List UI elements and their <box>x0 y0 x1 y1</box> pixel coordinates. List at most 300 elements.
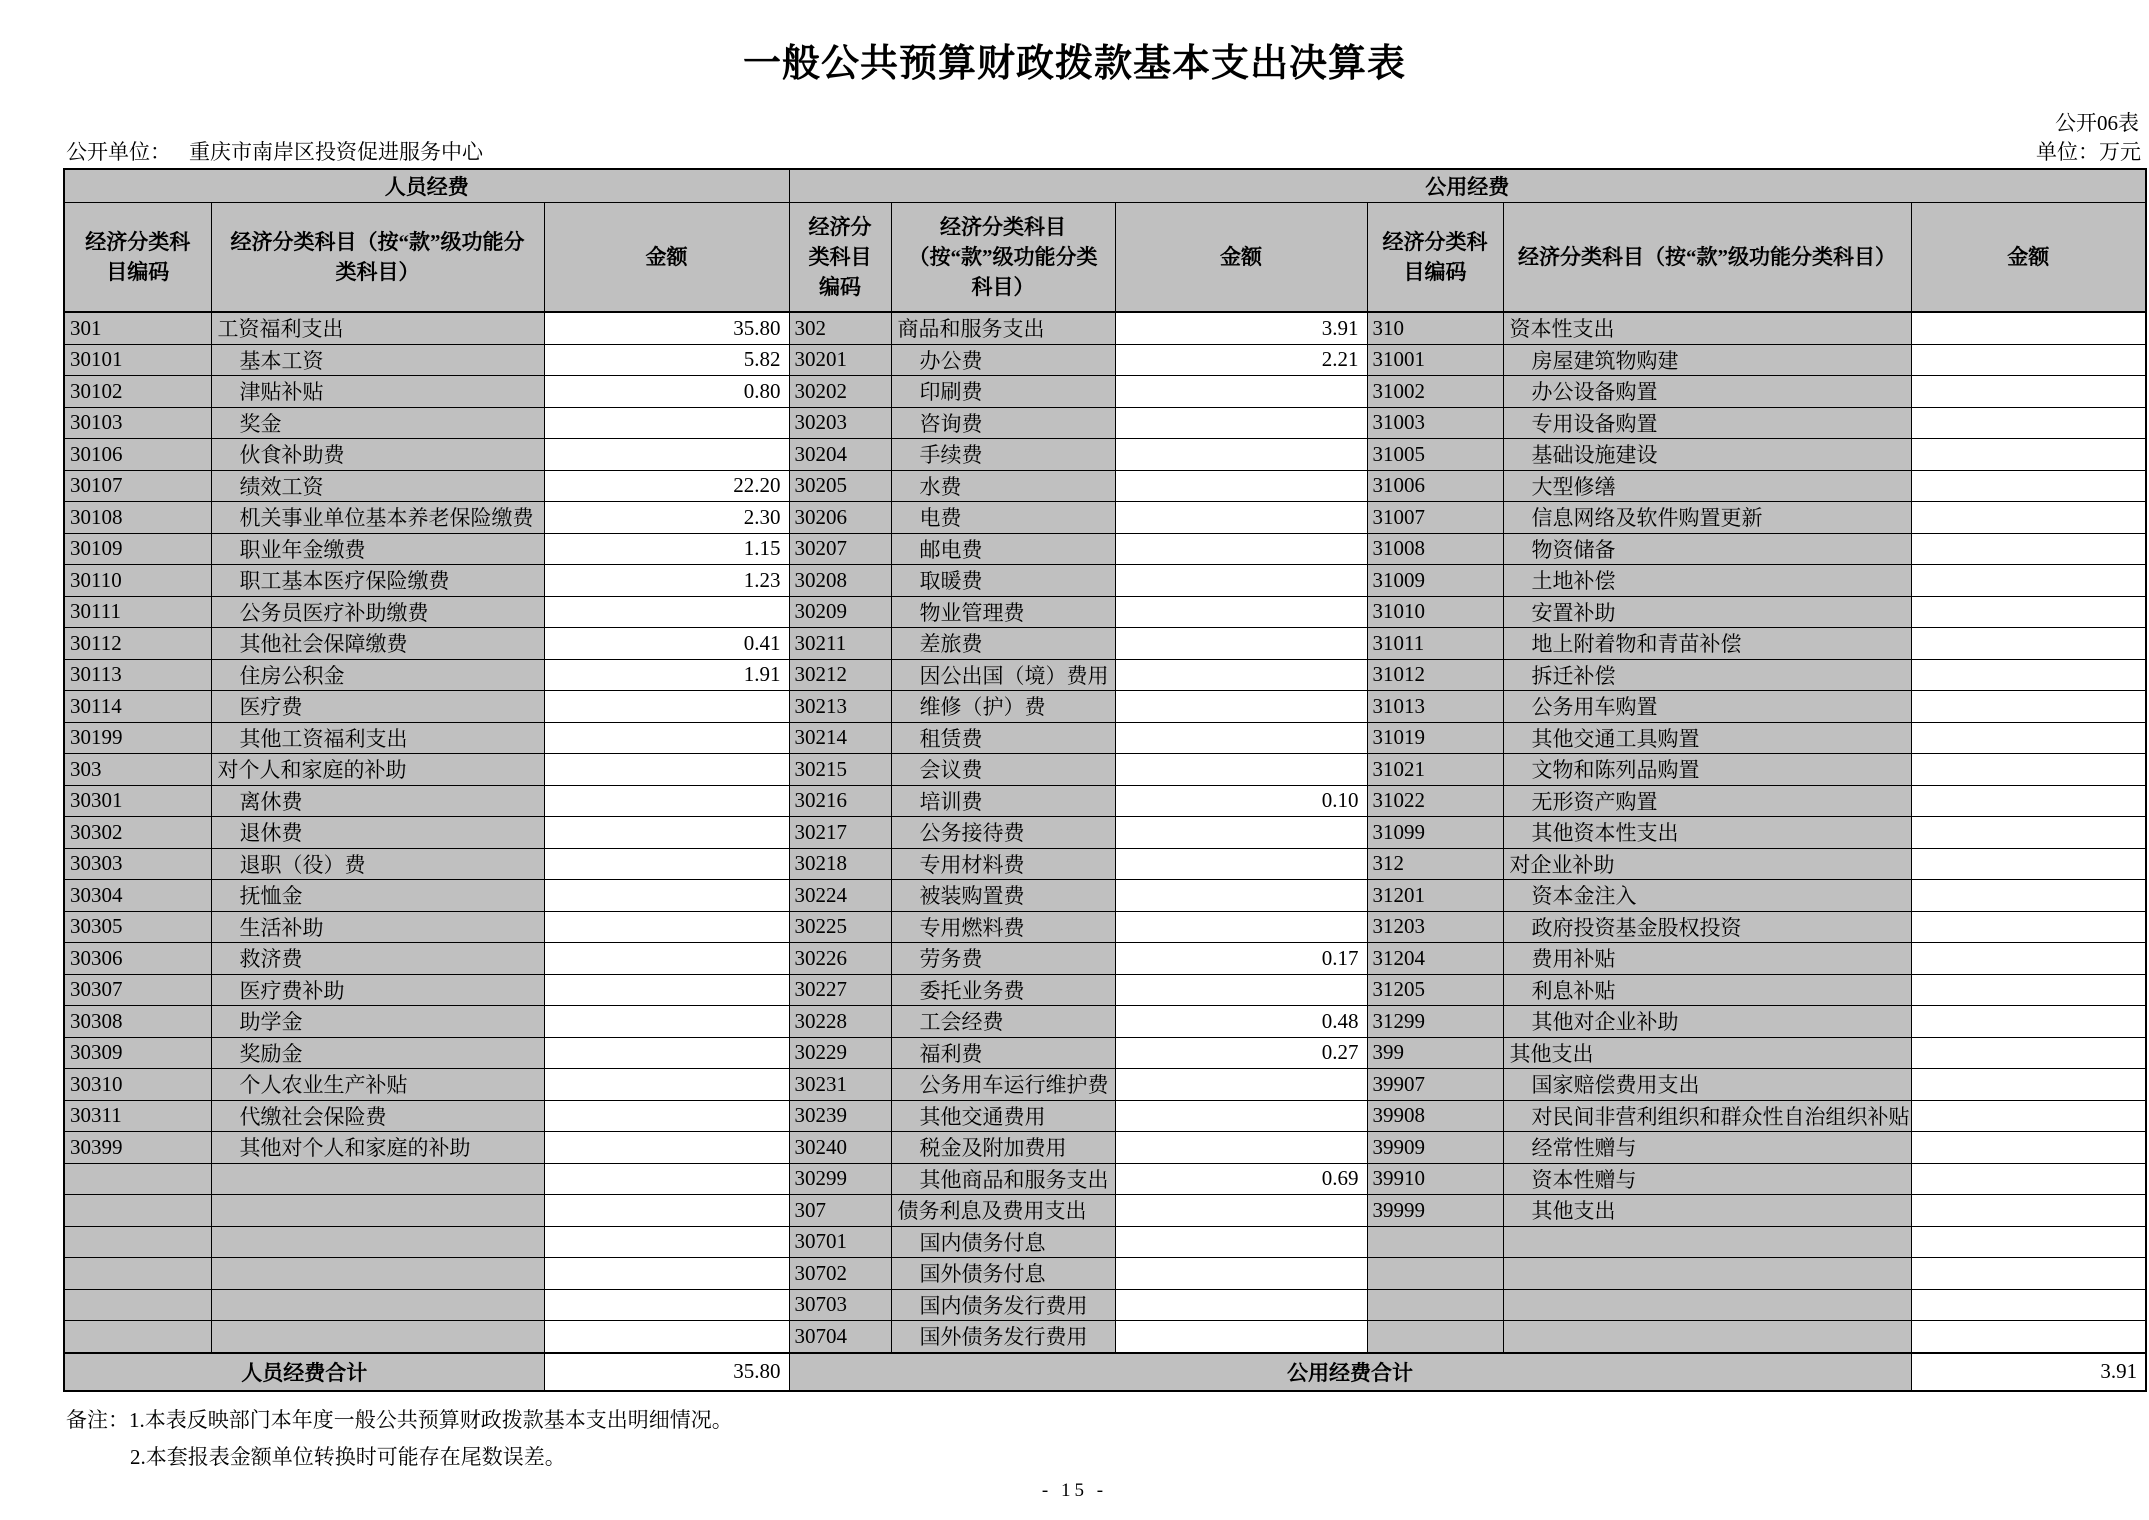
code-cell: 30199 <box>64 722 211 754</box>
amount-cell <box>1115 754 1367 786</box>
subject-cell: 取暖费 <box>891 565 1115 597</box>
subject-cell: 国外债务发行费用 <box>891 1321 1115 1353</box>
subject-cell: 费用补贴 <box>1503 943 1911 975</box>
subject-cell: 其他工资福利支出 <box>211 722 544 754</box>
code-cell: 39910 <box>1367 1163 1503 1195</box>
amount-cell: 0.10 <box>1115 785 1367 817</box>
code-cell: 30209 <box>789 596 891 628</box>
code-cell: 30112 <box>64 628 211 660</box>
amount-cell <box>1911 974 2146 1006</box>
subject-cell: 离休费 <box>211 785 544 817</box>
amount-cell <box>1911 344 2146 376</box>
code-cell: 30213 <box>789 691 891 723</box>
amount-cell <box>1115 1226 1367 1258</box>
org-unit-label: 公开单位： <box>66 140 171 164</box>
code-cell: 30110 <box>64 565 211 597</box>
amount-cell <box>1911 502 2146 534</box>
amount-cell <box>1115 1069 1367 1101</box>
code-cell <box>64 1226 211 1258</box>
amount-cell <box>1911 565 2146 597</box>
amount-cell <box>1115 1132 1367 1164</box>
column-header-row <box>64 203 2146 313</box>
subject-cell <box>211 1258 544 1290</box>
subject-cell <box>211 1163 544 1195</box>
table-row <box>64 1100 2146 1132</box>
code-cell: 399 <box>1367 1037 1503 1069</box>
code-cell: 30704 <box>789 1321 891 1353</box>
subject-cell: 资本性赠与 <box>1503 1163 1911 1195</box>
code-cell <box>64 1289 211 1321</box>
subject-cell: 对企业补助 <box>1503 848 1911 880</box>
subject-cell: 资本金注入 <box>1503 880 1911 912</box>
code-cell: 30102 <box>64 376 211 408</box>
subject-cell: 因公出国（境）费用 <box>891 659 1115 691</box>
subject-cell: 国内债务发行费用 <box>891 1289 1115 1321</box>
subject-cell: 生活补助 <box>211 911 544 943</box>
amount-cell <box>544 691 789 723</box>
table-row <box>64 943 2146 975</box>
table-row <box>64 1258 2146 1290</box>
code-cell: 30201 <box>789 344 891 376</box>
subject-cell <box>1503 1258 1911 1290</box>
code-cell: 30107 <box>64 470 211 502</box>
subject-cell <box>1503 1289 1911 1321</box>
table-row <box>64 628 2146 660</box>
section-band-row <box>64 169 2146 203</box>
amount-cell <box>1115 596 1367 628</box>
amount-cell <box>1911 848 2146 880</box>
code-cell <box>1367 1226 1503 1258</box>
amount-cell <box>1911 1069 2146 1101</box>
subject-cell: 基本工资 <box>211 344 544 376</box>
personnel-total-amount: 35.80 <box>544 1353 789 1391</box>
subject-cell: 基础设施建设 <box>1503 439 1911 471</box>
table-row <box>64 533 2146 565</box>
subject-cell: 工资福利支出 <box>211 312 544 344</box>
subject-cell: 助学金 <box>211 1006 544 1038</box>
subject-cell: 国内债务付息 <box>891 1226 1115 1258</box>
amount-cell <box>1911 659 2146 691</box>
subject-cell: 房屋建筑物购建 <box>1503 344 1911 376</box>
code-cell: 307 <box>789 1195 891 1227</box>
subject-cell: 公务接待费 <box>891 817 1115 849</box>
section-header-public: 公用经费 <box>789 169 2146 203</box>
amount-cell <box>1115 1321 1367 1353</box>
amount-cell <box>1911 312 2146 344</box>
totals-row <box>64 1353 2146 1391</box>
table-row <box>64 911 2146 943</box>
code-cell: 30205 <box>789 470 891 502</box>
subject-cell: 差旅费 <box>891 628 1115 660</box>
code-cell: 31002 <box>1367 376 1503 408</box>
subject-cell: 其他资本性支出 <box>1503 817 1911 849</box>
table-row <box>64 1132 2146 1164</box>
code-cell: 30703 <box>789 1289 891 1321</box>
amount-cell: 35.80 <box>544 312 789 344</box>
code-cell <box>1367 1289 1503 1321</box>
subject-cell: 安置补助 <box>1503 596 1911 628</box>
amount-cell <box>544 1100 789 1132</box>
amount-cell: 2.21 <box>1115 344 1367 376</box>
code-cell: 302 <box>789 312 891 344</box>
code-cell: 30226 <box>789 943 891 975</box>
expenditure-table <box>63 168 2147 1392</box>
subject-cell: 劳务费 <box>891 943 1115 975</box>
subject-cell: 工会经费 <box>891 1006 1115 1038</box>
subject-cell: 抚恤金 <box>211 880 544 912</box>
amount-cell <box>1115 533 1367 565</box>
subject-cell: 退职（役）费 <box>211 848 544 880</box>
amount-cell <box>1911 1163 2146 1195</box>
note-line-1: 备注：1.本表反映部门本年度一般公共预算财政拨款基本支出明细情况。 <box>66 1407 733 1432</box>
amount-cell <box>1911 596 2146 628</box>
code-cell <box>64 1321 211 1353</box>
amount-cell <box>544 817 789 849</box>
amount-cell <box>1911 1037 2146 1069</box>
code-cell: 30399 <box>64 1132 211 1164</box>
subject-cell: 其他交通工具购置 <box>1503 722 1911 754</box>
amount-cell <box>1115 817 1367 849</box>
table-row <box>64 722 2146 754</box>
code-cell: 31019 <box>1367 722 1503 754</box>
col-header-code: 经济分类科目编码 <box>1367 203 1503 313</box>
subject-cell: 伙食补助费 <box>211 439 544 471</box>
subject-cell: 物资储备 <box>1503 533 1911 565</box>
table-number: 公开06表 <box>2055 111 2139 135</box>
table-row <box>64 1195 2146 1227</box>
amount-cell: 1.15 <box>544 533 789 565</box>
amount-cell <box>1911 470 2146 502</box>
code-cell: 30239 <box>789 1100 891 1132</box>
code-cell: 39909 <box>1367 1132 1503 1164</box>
table-row <box>64 1321 2146 1353</box>
code-cell: 30229 <box>789 1037 891 1069</box>
subject-cell: 公务用车运行维护费 <box>891 1069 1115 1101</box>
subject-cell: 培训费 <box>891 785 1115 817</box>
code-cell: 30310 <box>64 1069 211 1101</box>
amount-cell <box>1115 848 1367 880</box>
subject-cell: 其他对企业补助 <box>1503 1006 1911 1038</box>
code-cell: 30303 <box>64 848 211 880</box>
subject-cell: 绩效工资 <box>211 470 544 502</box>
subject-cell: 代缴社会保险费 <box>211 1100 544 1132</box>
code-cell: 30207 <box>789 533 891 565</box>
code-cell: 30204 <box>789 439 891 471</box>
amount-cell <box>1911 533 2146 565</box>
subject-cell: 公务员医疗补助缴费 <box>211 596 544 628</box>
subject-cell: 手续费 <box>891 439 1115 471</box>
code-cell: 30301 <box>64 785 211 817</box>
code-cell: 30217 <box>789 817 891 849</box>
code-cell: 30311 <box>64 1100 211 1132</box>
table-row <box>64 1006 2146 1038</box>
subject-cell <box>211 1195 544 1227</box>
code-cell: 30109 <box>64 533 211 565</box>
code-cell: 30240 <box>789 1132 891 1164</box>
code-cell: 30215 <box>789 754 891 786</box>
subject-cell: 邮电费 <box>891 533 1115 565</box>
subject-cell: 利息补贴 <box>1503 974 1911 1006</box>
subject-cell: 个人农业生产补贴 <box>211 1069 544 1101</box>
table-row <box>64 754 2146 786</box>
amount-cell <box>1115 722 1367 754</box>
subject-cell: 退休费 <box>211 817 544 849</box>
code-cell: 30216 <box>789 785 891 817</box>
subject-cell: 无形资产购置 <box>1503 785 1911 817</box>
col-header-subject: 经济分类科目（按“款”级功能分类科目） <box>211 203 544 313</box>
amount-cell <box>544 754 789 786</box>
amount-cell: 5.82 <box>544 344 789 376</box>
code-cell: 30214 <box>789 722 891 754</box>
col-header-code: 经济分类科目编码 <box>789 203 891 313</box>
code-cell: 39999 <box>1367 1195 1503 1227</box>
subject-cell: 商品和服务支出 <box>891 312 1115 344</box>
code-cell: 39908 <box>1367 1100 1503 1132</box>
amount-cell <box>1115 1258 1367 1290</box>
amount-cell <box>1115 1195 1367 1227</box>
code-cell: 30309 <box>64 1037 211 1069</box>
amount-cell <box>544 1132 789 1164</box>
amount-cell <box>1911 1100 2146 1132</box>
code-cell: 30108 <box>64 502 211 534</box>
amount-cell <box>544 1258 789 1290</box>
table-row <box>64 596 2146 628</box>
code-cell: 31001 <box>1367 344 1503 376</box>
subject-cell: 咨询费 <box>891 407 1115 439</box>
amount-cell <box>1911 628 2146 660</box>
code-cell: 30228 <box>789 1006 891 1038</box>
subject-cell: 资本性支出 <box>1503 312 1911 344</box>
amount-cell <box>544 785 789 817</box>
amount-cell <box>1911 722 2146 754</box>
code-cell: 30103 <box>64 407 211 439</box>
amount-cell <box>544 1163 789 1195</box>
code-cell: 30111 <box>64 596 211 628</box>
code-cell: 31003 <box>1367 407 1503 439</box>
code-cell: 30305 <box>64 911 211 943</box>
code-cell: 30306 <box>64 943 211 975</box>
code-cell: 30212 <box>789 659 891 691</box>
amount-cell <box>1911 754 2146 786</box>
code-cell: 30227 <box>789 974 891 1006</box>
public-total-amount: 3.91 <box>1911 1353 2146 1391</box>
table-row <box>64 1163 2146 1195</box>
amount-cell: 0.27 <box>1115 1037 1367 1069</box>
subject-cell: 国外债务付息 <box>891 1258 1115 1290</box>
subject-cell: 专用燃料费 <box>891 911 1115 943</box>
subject-cell: 文物和陈列品购置 <box>1503 754 1911 786</box>
subject-cell: 其他交通费用 <box>891 1100 1115 1132</box>
table-row <box>64 817 2146 849</box>
code-cell: 31013 <box>1367 691 1503 723</box>
subject-cell: 职工基本医疗保险缴费 <box>211 565 544 597</box>
subject-cell: 对个人和家庭的补助 <box>211 754 544 786</box>
code-cell: 312 <box>1367 848 1503 880</box>
code-cell: 30307 <box>64 974 211 1006</box>
code-cell: 30203 <box>789 407 891 439</box>
code-cell: 31005 <box>1367 439 1503 471</box>
amount-cell <box>1911 943 2146 975</box>
amount-cell <box>544 1006 789 1038</box>
code-cell: 30202 <box>789 376 891 408</box>
subject-cell: 其他社会保障缴费 <box>211 628 544 660</box>
page-number: - 15 - <box>1041 1480 1108 1501</box>
code-cell: 301 <box>64 312 211 344</box>
code-cell: 30206 <box>789 502 891 534</box>
currency-unit-note: 单位：万元 <box>2036 140 2141 164</box>
amount-cell <box>544 439 789 471</box>
amount-cell <box>1115 691 1367 723</box>
subject-cell <box>211 1321 544 1353</box>
subject-cell: 其他支出 <box>1503 1195 1911 1227</box>
amount-cell <box>544 1195 789 1227</box>
subject-cell: 其他商品和服务支出 <box>891 1163 1115 1195</box>
subject-cell: 土地补偿 <box>1503 565 1911 597</box>
code-cell: 30231 <box>789 1069 891 1101</box>
table-row <box>64 1289 2146 1321</box>
amount-cell <box>1911 691 2146 723</box>
code-cell <box>1367 1321 1503 1353</box>
table-row <box>64 659 2146 691</box>
amount-cell: 3.91 <box>1115 312 1367 344</box>
personnel-total-label: 人员经费合计 <box>64 1353 544 1391</box>
code-cell: 30701 <box>789 1226 891 1258</box>
code-cell: 30304 <box>64 880 211 912</box>
code-cell: 30308 <box>64 1006 211 1038</box>
amount-cell <box>544 974 789 1006</box>
subject-cell: 国家赔偿费用支出 <box>1503 1069 1911 1101</box>
note-line-2: 2.本套报表金额单位转换时可能存在尾数误差。 <box>130 1444 566 1469</box>
code-cell: 31009 <box>1367 565 1503 597</box>
code-cell: 30114 <box>64 691 211 723</box>
table-row <box>64 880 2146 912</box>
amount-cell <box>1115 974 1367 1006</box>
amount-cell <box>1115 628 1367 660</box>
code-cell: 30218 <box>789 848 891 880</box>
code-cell: 31021 <box>1367 754 1503 786</box>
col-header-amount: 金额 <box>1911 203 2146 313</box>
amount-cell: 1.23 <box>544 565 789 597</box>
code-cell: 30702 <box>789 1258 891 1290</box>
amount-cell <box>1115 659 1367 691</box>
subject-cell: 职业年金缴费 <box>211 533 544 565</box>
subject-cell: 维修（护）费 <box>891 691 1115 723</box>
amount-cell <box>1115 880 1367 912</box>
code-cell: 31007 <box>1367 502 1503 534</box>
subject-cell: 水费 <box>891 470 1115 502</box>
subject-cell: 专用材料费 <box>891 848 1115 880</box>
amount-cell <box>1911 1132 2146 1164</box>
amount-cell <box>1115 439 1367 471</box>
code-cell: 30302 <box>64 817 211 849</box>
amount-cell <box>1911 785 2146 817</box>
org-unit <box>66 137 483 167</box>
code-cell: 303 <box>64 754 211 786</box>
subject-cell: 公务用车购置 <box>1503 691 1911 723</box>
table-row <box>64 1037 2146 1069</box>
subject-cell: 会议费 <box>891 754 1115 786</box>
subject-cell: 其他支出 <box>1503 1037 1911 1069</box>
amount-cell: 0.80 <box>544 376 789 408</box>
amount-cell <box>544 1289 789 1321</box>
table-row <box>64 565 2146 597</box>
subject-cell: 住房公积金 <box>211 659 544 691</box>
table-row <box>64 1226 2146 1258</box>
subject-cell: 救济费 <box>211 943 544 975</box>
amount-cell <box>1911 1289 2146 1321</box>
amount-cell <box>544 943 789 975</box>
code-cell: 31203 <box>1367 911 1503 943</box>
table-row <box>64 407 2146 439</box>
page-title: 一般公共预算财政拨款基本支出决算表 <box>742 43 1406 85</box>
amount-cell <box>1911 407 2146 439</box>
subject-cell: 奖金 <box>211 407 544 439</box>
org-unit-name: 重庆市南岸区投资促进服务中心 <box>189 140 483 164</box>
subject-cell: 大型修缮 <box>1503 470 1911 502</box>
code-cell: 310 <box>1367 312 1503 344</box>
amount-cell: 1.91 <box>544 659 789 691</box>
amount-cell <box>1911 1258 2146 1290</box>
subject-cell: 医疗费补助 <box>211 974 544 1006</box>
code-cell <box>64 1163 211 1195</box>
amount-cell <box>544 1226 789 1258</box>
code-cell: 31299 <box>1367 1006 1503 1038</box>
subject-cell: 被装购置费 <box>891 880 1115 912</box>
code-cell: 30225 <box>789 911 891 943</box>
meta-row <box>66 137 2141 167</box>
code-cell: 31201 <box>1367 880 1503 912</box>
subject-cell: 印刷费 <box>891 376 1115 408</box>
code-cell: 31008 <box>1367 533 1503 565</box>
table-row <box>64 848 2146 880</box>
amount-cell <box>1115 407 1367 439</box>
table-row <box>64 470 2146 502</box>
col-header-amount: 金额 <box>544 203 789 313</box>
code-cell: 31006 <box>1367 470 1503 502</box>
subject-cell: 经常性赠与 <box>1503 1132 1911 1164</box>
amount-cell <box>1115 502 1367 534</box>
subject-cell: 信息网络及软件购置更新 <box>1503 502 1911 534</box>
code-cell: 31010 <box>1367 596 1503 628</box>
code-cell: 31011 <box>1367 628 1503 660</box>
code-cell: 31099 <box>1367 817 1503 849</box>
code-cell <box>64 1195 211 1227</box>
code-cell: 30113 <box>64 659 211 691</box>
amount-cell: 0.41 <box>544 628 789 660</box>
amount-cell <box>544 911 789 943</box>
amount-cell <box>1115 565 1367 597</box>
amount-cell: 0.69 <box>1115 1163 1367 1195</box>
code-cell <box>64 1258 211 1290</box>
amount-cell <box>544 407 789 439</box>
code-cell: 30224 <box>789 880 891 912</box>
table-row <box>64 439 2146 471</box>
code-cell: 31205 <box>1367 974 1503 1006</box>
amount-cell <box>1115 1289 1367 1321</box>
code-cell: 31012 <box>1367 659 1503 691</box>
subject-cell: 政府投资基金股权投资 <box>1503 911 1911 943</box>
subject-cell: 办公费 <box>891 344 1115 376</box>
subject-cell: 医疗费 <box>211 691 544 723</box>
subject-cell: 对民间非营利组织和群众性自治组织补贴 <box>1503 1100 1911 1132</box>
public-total-label: 公用经费合计 <box>789 1353 1911 1391</box>
subject-cell: 委托业务费 <box>891 974 1115 1006</box>
subject-cell: 津贴补贴 <box>211 376 544 408</box>
subject-cell <box>211 1289 544 1321</box>
section-header-personnel: 人员经费 <box>64 169 789 203</box>
subject-cell: 机关事业单位基本养老保险缴费 <box>211 502 544 534</box>
amount-cell <box>544 596 789 628</box>
